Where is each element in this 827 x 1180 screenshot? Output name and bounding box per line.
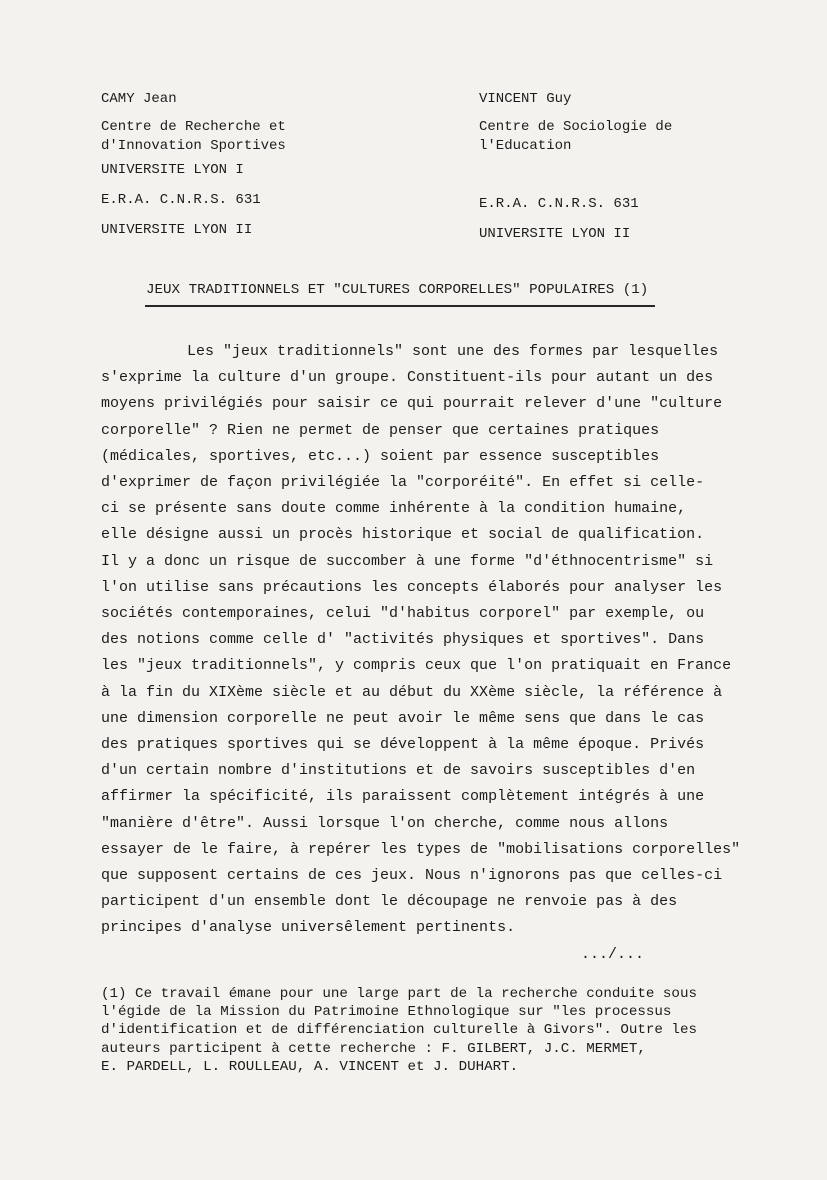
- footnote-line: auteurs participent à cette recherche : F. GILBERT, J.C. MERMET,: [101, 1040, 646, 1057]
- institution-line: l'Education: [479, 138, 572, 154]
- body-line: Il y a donc un risque de succomber à une forme "d'éthnocentrisme" si: [101, 552, 714, 570]
- body-line: (médicales, sportives, etc...) soient par essence susceptibles: [101, 447, 660, 465]
- title-underline: [145, 305, 655, 307]
- body-line: les "jeux traditionnels", y compris ceux que l'on pratiquait en France: [101, 657, 732, 675]
- body-line: des notions comme celle d' "activités physiques et sportives". Dans: [101, 631, 705, 649]
- body-line: Les "jeux traditionnels" sont une des formes par lesquelles: [187, 343, 719, 360]
- body-line: une dimension corporelle ne peut avoir le même sens que dans le cas: [101, 709, 705, 727]
- footnote-line: l'égide de la Mission du Patrimoine Ethnologique sur "les processus: [101, 1004, 672, 1021]
- footnote-line: E. PARDELL, L. ROULLEAU, A. VINCENT et J. DUHART.: [101, 1058, 519, 1075]
- university-line: UNIVERSITE LYON I: [101, 162, 244, 178]
- institution-line: Centre de Sociologie de: [479, 119, 673, 135]
- continuation-mark: .../...: [581, 946, 645, 963]
- author-name: CAMY Jean: [101, 91, 177, 107]
- body-line: à la fin du XIXème siècle et au début du XXème siècle, la référence à: [101, 683, 723, 701]
- body-line: s'exprime la culture d'un groupe. Constituent-ils pour autant un des: [101, 369, 714, 387]
- body-paragraph: [101, 339, 801, 942]
- institution-line: Centre de Recherche et: [101, 119, 286, 135]
- body-line: essayer de le faire, à repérer les types de "mobilisations corporelles": [101, 840, 741, 858]
- footnote-line: (1) Ce travail émane pour une large part de la recherche conduite sous: [101, 986, 697, 1002]
- author-block-left: [101, 90, 431, 240]
- cnrs-line: E.R.A. C.N.R.S. 631: [479, 196, 639, 212]
- body-line: corporelle" ? Rien ne permet de penser que certaines pratiques: [101, 421, 660, 439]
- footnote: [101, 985, 801, 1076]
- institution-line: d'Innovation Sportives: [101, 138, 286, 154]
- body-line: d'exprimer de façon privilégiée la "corporéité". En effet si celle-: [101, 474, 705, 492]
- cnrs-line: E.R.A. C.N.R.S. 631: [101, 192, 261, 208]
- body-line: participent d'un ensemble dont le découpage ne renvoie pas à des: [101, 893, 678, 911]
- body-line: des pratiques sportives qui se développent à la même époque. Privés: [101, 736, 705, 754]
- body-line: ci se présente sans doute comme inhérente à la condition humaine,: [101, 500, 687, 518]
- body-line: d'un certain nombre d'institutions et de savoirs susceptibles d'en: [101, 762, 696, 780]
- university-line: UNIVERSITE LYON II: [101, 222, 253, 238]
- author-block-right: [479, 90, 809, 244]
- university-line: UNIVERSITE LYON II: [479, 226, 631, 242]
- body-line: sociétés contemporaines, celui "d'habitus corporel" par exemple, ou: [101, 605, 705, 623]
- body-line: l'on utilise sans précautions les concepts élaborés pour analyser les: [101, 578, 723, 596]
- body-line: affirmer la spécificité, ils paraissent complètement intégrés à une: [101, 788, 705, 806]
- body-line: "manière d'être". Aussi lorsque l'on cherche, comme nous allons: [101, 814, 669, 832]
- footnote-line: d'identification et de différenciation culturelle à Givors". Outre les: [101, 1022, 697, 1039]
- author-name: VINCENT Guy: [479, 91, 572, 107]
- body-line: moyens privilégiés pour saisir ce qui pourrait relever d'une "culture: [101, 395, 723, 413]
- body-line: elle désigne aussi un procès historique et social de qualification.: [101, 526, 705, 544]
- body-line: principes d'analyse universêlement pertinents.: [101, 919, 516, 937]
- document-title: JEUX TRADITIONNELS ET "CULTURES CORPORELLES" POPULAIRES (1): [146, 282, 649, 298]
- body-line: que supposent certains de ces jeux. Nous n'ignorons pas que celles-ci: [101, 867, 723, 885]
